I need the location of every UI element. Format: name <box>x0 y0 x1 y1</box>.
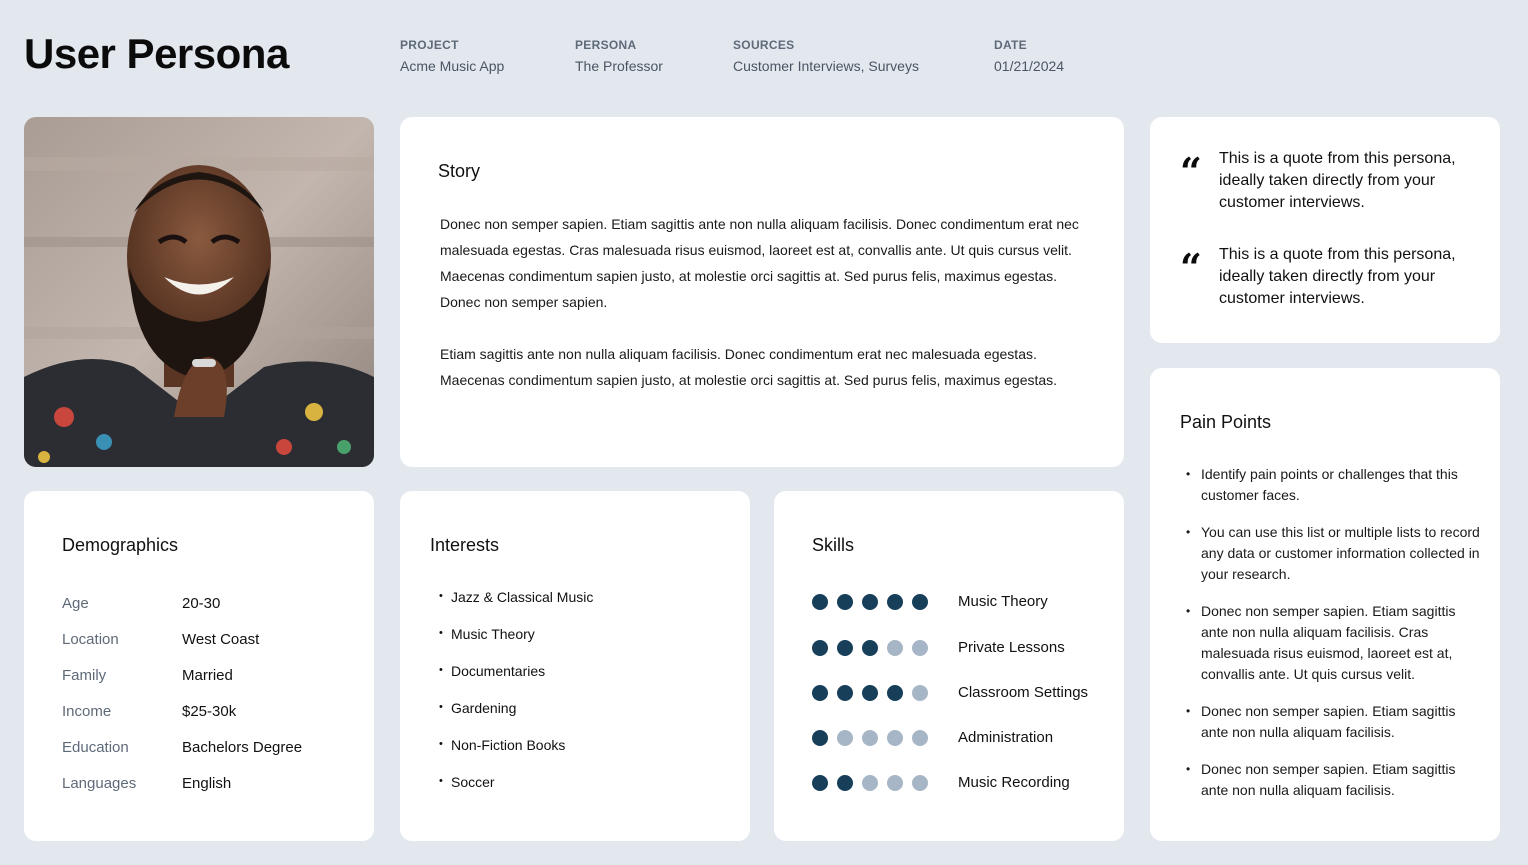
skill-level-dot <box>862 730 878 746</box>
quote-icon: “ <box>1180 245 1202 290</box>
skill-level-dot <box>812 775 828 791</box>
demographics-value: West Coast <box>182 631 260 648</box>
demographics-value: Bachelors Degree <box>182 739 303 756</box>
skill-level-dot <box>837 730 853 746</box>
pain-point-item: • Identify pain points or challenges that this customer faces. <box>1180 464 1480 506</box>
demographics-row <box>62 631 362 655</box>
interest-item: • Soccer <box>451 774 495 790</box>
demographics-key: Location <box>62 631 119 648</box>
demographics-row <box>62 595 362 619</box>
skill-level-dot <box>887 685 903 701</box>
quote-text: This is a quote from this persona, ideally taken directly from your customer interviews. <box>1219 246 1456 307</box>
meta-project <box>400 38 504 74</box>
skill-label: Music Recording <box>958 774 1070 791</box>
skill-level-dot <box>912 775 928 791</box>
story-card <box>400 117 1124 467</box>
demographics-key: Family <box>62 667 107 684</box>
skill-level-dot <box>812 640 828 656</box>
pain-points-card <box>1150 368 1500 841</box>
skill-level-dot <box>812 594 828 610</box>
demographics-key: Income <box>62 703 112 720</box>
meta-label: PERSONA <box>575 38 637 52</box>
skill-row <box>812 683 1132 703</box>
skill-level-dot <box>912 730 928 746</box>
pain-point-item: • Donec non semper sapien. Etiam sagittis ante non nulla aliquam facilisis. <box>1180 759 1480 801</box>
interest-item: • Gardening <box>451 700 516 716</box>
skill-level-dot <box>837 685 853 701</box>
story-title: Story <box>438 161 481 181</box>
pain-points-title: Pain Points <box>1180 412 1272 432</box>
skill-level-dot <box>862 685 878 701</box>
skill-level-dot <box>912 594 928 610</box>
demographics-key: Age <box>62 595 89 612</box>
demographics-row <box>62 703 362 727</box>
meta-value: Acme Music App <box>400 58 505 74</box>
skill-level-dot <box>887 594 903 610</box>
meta-value: Customer Interviews, Surveys <box>733 58 919 74</box>
skill-level-dot <box>812 685 828 701</box>
skill-row <box>812 728 1132 748</box>
meta-value: 01/21/2024 <box>994 58 1065 74</box>
meta-label: DATE <box>994 38 1027 52</box>
skill-level-dot <box>862 594 878 610</box>
interests-title: Interests <box>430 535 500 555</box>
skill-level-dot <box>887 730 903 746</box>
demographics-row <box>62 667 362 691</box>
story-paragraph: Etiam sagittis ante non nulla aliquam facilisis. Donec condimentum erat nec malesuada egestas. Maecenas condimentum sapien justo, at molestie orci sagittis at. Sed purus felis, maximus egestas. <box>440 346 1058 388</box>
page-title: User Persona <box>24 30 289 77</box>
interest-item: • Documentaries <box>451 663 545 679</box>
meta-persona <box>575 38 663 74</box>
demographics-key: Education <box>62 739 129 756</box>
skill-level-dot <box>912 685 928 701</box>
skill-level-dot <box>887 640 903 656</box>
demographics-value: English <box>182 775 232 792</box>
demographics-value: 20-30 <box>182 595 221 612</box>
persona-photo <box>24 117 374 467</box>
skill-level-dot <box>912 640 928 656</box>
pain-point-item: • Donec non semper sapien. Etiam sagittis ante non nulla aliquam facilisis. Cras malesuada risus euismod, laoreet est at, convallis ante. Ut quis cursus velit. <box>1180 601 1480 685</box>
demographics-title: Demographics <box>62 535 179 555</box>
skill-level-dot <box>837 594 853 610</box>
quote-icon: “ <box>1180 149 1202 194</box>
demographics-key: Languages <box>62 775 137 792</box>
skill-level-dot <box>837 640 853 656</box>
skill-label: Administration <box>958 729 1054 746</box>
pain-point-item: • You can use this list or multiple lists to record any data or customer information collected in your research. <box>1180 522 1480 585</box>
interest-item: • Jazz & Classical Music <box>451 589 593 605</box>
skill-level-dot <box>862 640 878 656</box>
demographics-row <box>62 739 362 763</box>
meta-sources <box>733 38 919 74</box>
meta-label: SOURCES <box>733 38 795 52</box>
pain-point-item: • Donec non semper sapien. Etiam sagittis ante non nulla aliquam facilisis. <box>1180 701 1480 743</box>
skill-row <box>812 638 1132 658</box>
skill-row <box>812 592 1132 612</box>
skill-level-dot <box>862 775 878 791</box>
quote-text: This is a quote from this persona, ideally taken directly from your customer interviews. <box>1219 150 1456 211</box>
demographics-card <box>24 491 374 841</box>
skill-label: Classroom Settings <box>958 684 1089 701</box>
skill-label: Music Theory <box>958 593 1048 610</box>
skills-card <box>774 491 1124 841</box>
interests-card <box>400 491 750 841</box>
skill-level-dot <box>812 730 828 746</box>
quotes-card <box>1150 117 1500 343</box>
interest-item: • Music Theory <box>451 626 535 642</box>
skill-level-dot <box>887 775 903 791</box>
story-paragraph: Donec non semper sapien. Etiam sagittis ante non nulla aliquam facilisis. Donec condimentum erat nec malesuada egestas. Cras malesuada risus euismod, laoreet est at, convallis ante. Ut quis cursus velit. Maecenas condimentum sapien justo, at molestie orci sagittis at. Sed purus felis, maximus egestas. Donec non semper sapien. <box>440 216 1079 310</box>
skill-row <box>812 773 1132 793</box>
demographics-row <box>62 775 362 799</box>
pain-points-list <box>1180 464 1480 817</box>
demographics-value: $25-30k <box>182 703 237 720</box>
meta-label: PROJECT <box>400 38 459 52</box>
interest-item: • Non-Fiction Books <box>451 737 565 753</box>
meta-value: The Professor <box>575 58 663 74</box>
skills-title: Skills <box>812 535 855 555</box>
demographics-value: Married <box>182 667 233 684</box>
skill-label: Private Lessons <box>958 639 1065 656</box>
skill-level-dot <box>837 775 853 791</box>
meta-date <box>994 38 1064 74</box>
